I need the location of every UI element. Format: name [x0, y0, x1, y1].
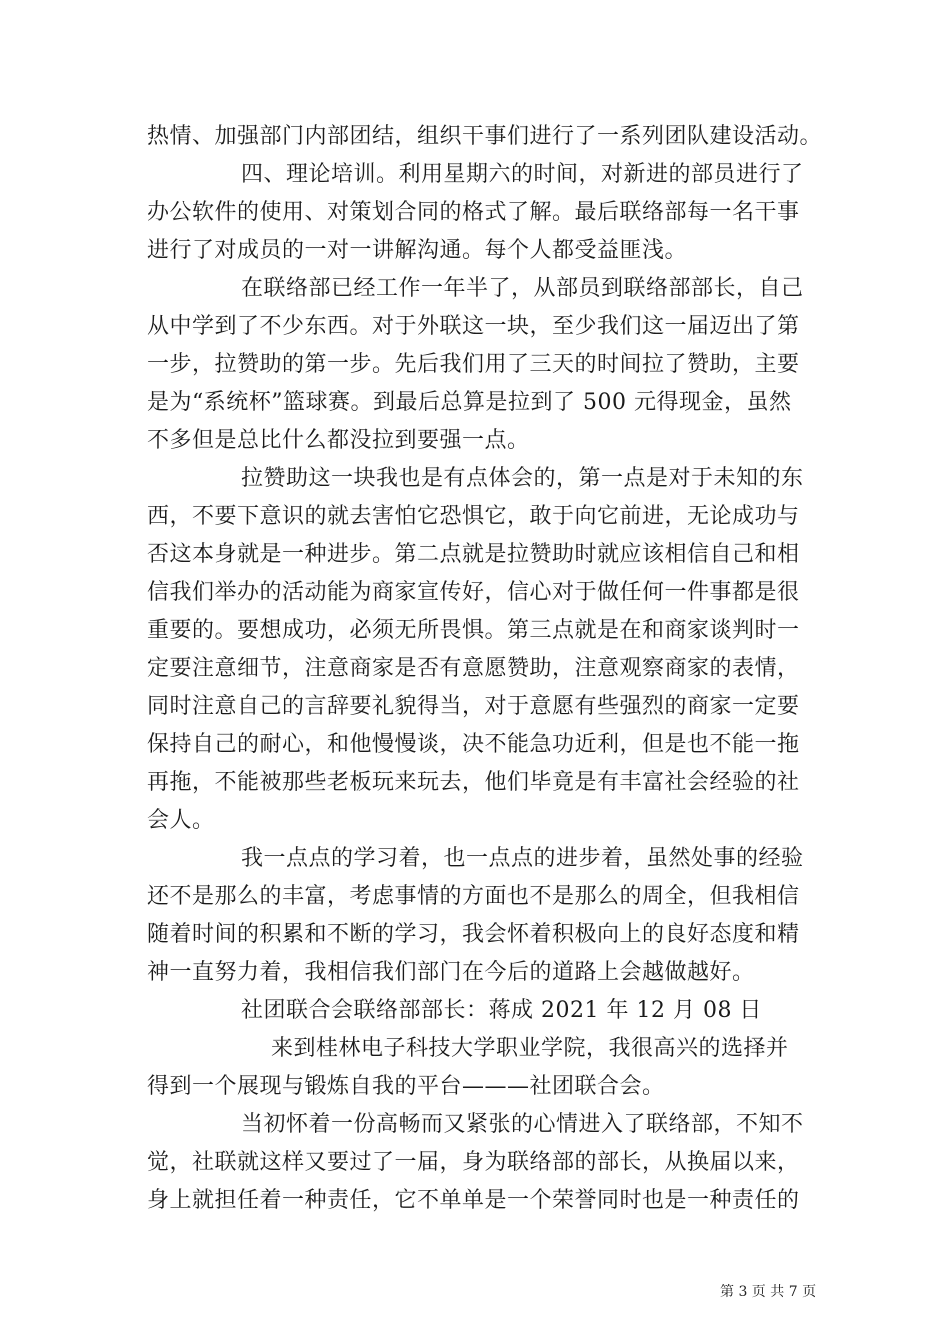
- text-line: 是为“系统杯”篮球赛。到最后总算是拉到了 500 元得现金，虽然: [147, 390, 792, 415]
- text-line: 保持自己的耐心，和他慢慢谈，决不能急功近利，但是也不能一拖: [147, 732, 800, 757]
- text-line: 在联络部已经工作一年半了，从部员到联络部部长，自己: [241, 276, 804, 301]
- text-line: 办公软件的使用、对策划合同的格式了解。最后联络部每一名干事: [147, 200, 800, 225]
- text-line: 当初怀着一份高畅而又紧张的心情进入了联络部，不知不: [241, 1112, 804, 1137]
- text-line: 定要注意细节，注意商家是否有意愿赞助，注意观察商家的表情，: [147, 656, 800, 681]
- text-line: 否这本身就是一种进步。第二点就是拉赞助时就应该相信自己和相: [147, 542, 800, 567]
- text-line: 信我们举办的活动能为商家宣传好，信心对于做任何一件事都是很: [147, 580, 800, 605]
- text-line: 一步，拉赞助的第一步。先后我们用了三天的时间拉了赞助，主要: [147, 352, 800, 377]
- text-line: 同时注意自己的言辞要礼貌得当，对于意愿有些强烈的商家一定要: [147, 694, 800, 719]
- document-body: [147, 118, 823, 1220]
- text-line: 热情、加强部门内部团结，组织干事们进行了一系列团队建设活动。: [147, 124, 823, 149]
- page-number-footer: 第 3 页 共 7 页: [720, 1284, 817, 1300]
- text-line: 西，不要下意识的就去害怕它恐惧它，敢于向它前进，无论成功与: [147, 504, 800, 529]
- text-line: 进行了对成员的一对一讲解沟通。每个人都受益匪浅。: [147, 238, 688, 263]
- text-line: 身上就担任着一种责任，它不单单是一个荣誉同时也是一种责任的: [147, 1188, 800, 1213]
- text-line: 会人。: [147, 808, 215, 833]
- text-line: 四、理论培训。利用星期六的时间，对新进的部员进行了: [241, 162, 804, 187]
- text-line: 随着时间的积累和不断的学习，我会怀着积极向上的良好态度和精: [147, 922, 800, 947]
- text-line: 神一直努力着，我相信我们部门在今后的道路上会越做越好。: [147, 960, 755, 985]
- text-line: 再拖，不能被那些老板玩来玩去，他们毕竟是有丰富社会经验的社: [147, 770, 800, 795]
- text-line: 拉赞助这一块我也是有点体会的，第一点是对于未知的东: [241, 466, 804, 491]
- text-line: 从中学到了不少东西。对于外联这一块，至少我们这一届迈出了第: [147, 314, 800, 339]
- text-line: 不多但是总比什么都没拉到要强一点。: [147, 428, 530, 453]
- signature-line: 社团联合会联络部部长：蒋成 2021 年 12 月 08 日: [241, 998, 762, 1023]
- text-line: 还不是那么的丰富，考虑事情的方面也不是那么的周全，但我相信: [147, 884, 800, 909]
- text-line: 得到一个展现与锻炼自我的平台———社团联合会。: [147, 1074, 665, 1099]
- text-line: 来到桂林电子科技大学职业学院，我很高兴的选择并: [271, 1036, 789, 1061]
- text-line: 我一点点的学习着，也一点点的进步着，虽然处事的经验: [241, 846, 804, 871]
- text-line: 觉，社联就这样又要过了一届，身为联络部的部长，从换届以来，: [147, 1150, 800, 1175]
- text-line: 重要的。要想成功，必须无所畏惧。第三点就是在和商家谈判时一: [147, 618, 800, 643]
